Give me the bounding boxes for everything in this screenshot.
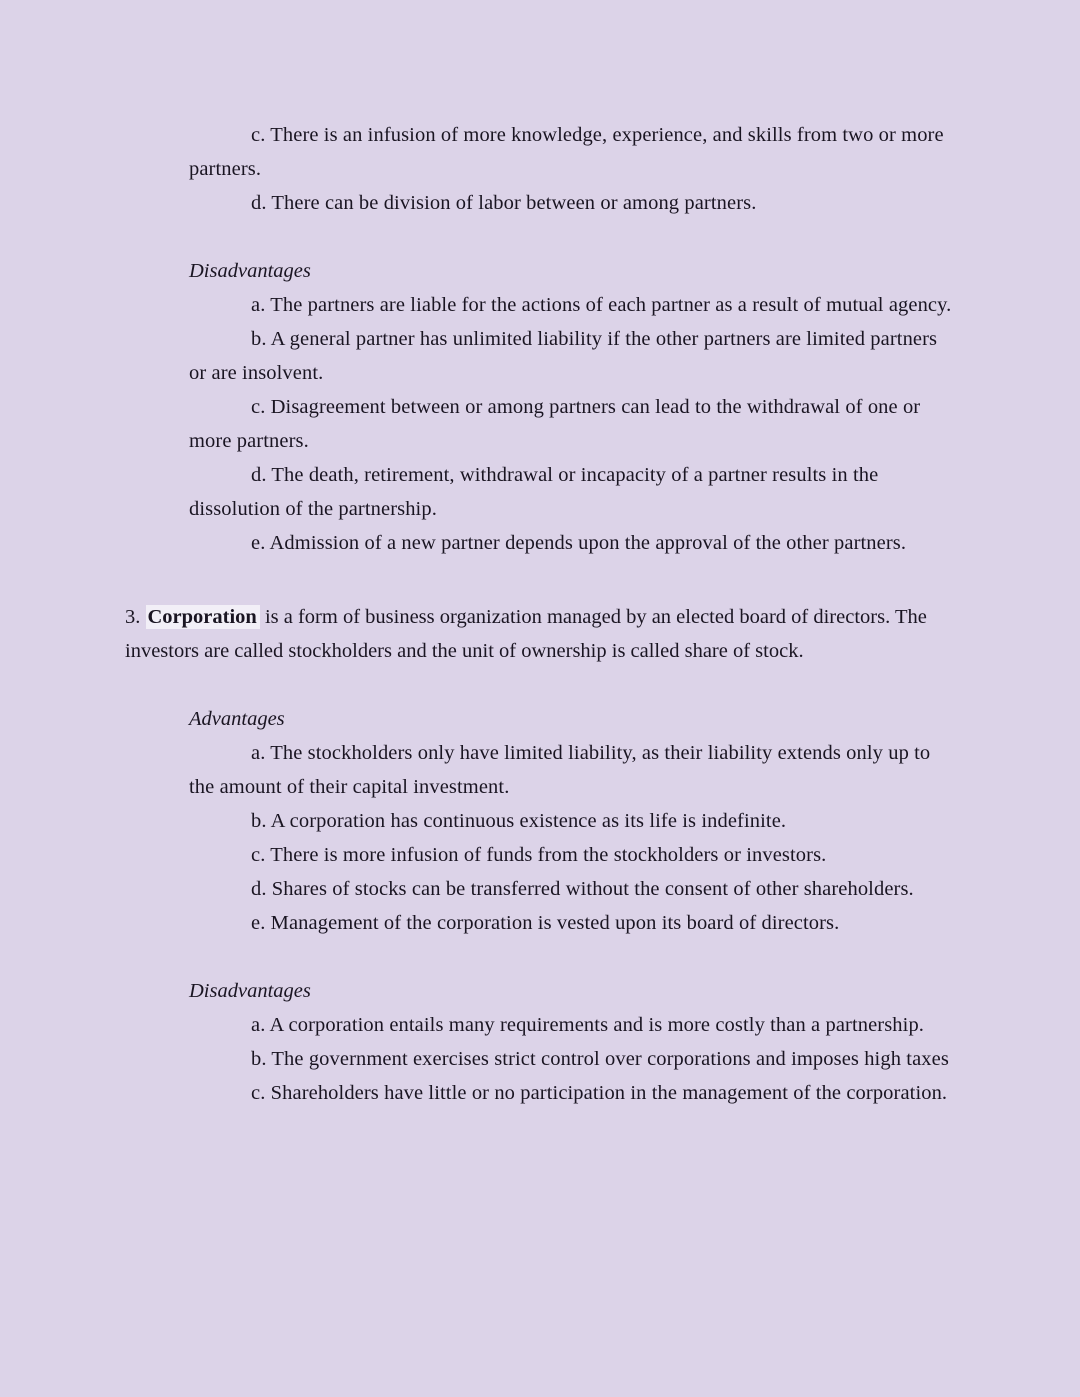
corporation-definition-paragraph bbox=[125, 600, 955, 668]
list-item: c. Disagreement between or among partners can lead to the withdrawal of one or more partners. bbox=[189, 396, 921, 452]
section-spacer bbox=[125, 940, 955, 974]
list-item: b. A general partner has unlimited liability if the other partners are limited partners or are insolvent. bbox=[189, 328, 938, 384]
list-item: d. Shares of stocks can be transferred without the consent of other shareholders. bbox=[251, 878, 914, 900]
list-item: d. There can be division of labor between or among partners. bbox=[251, 192, 757, 214]
list-item: e. Management of the corporation is vested upon its board of directors. bbox=[251, 912, 840, 934]
list-item: a. A corporation entails many requirements and is more costly than a partnership. bbox=[251, 1014, 925, 1036]
section-heading-advantages: Advantages bbox=[189, 708, 285, 730]
section-heading-disadvantages: Disadvantages bbox=[189, 260, 311, 282]
list-item: a. The partners are liable for the actions of each partner as a result of mutual agency. bbox=[251, 294, 952, 316]
document-body bbox=[125, 118, 955, 1110]
partnership-advantages-continued bbox=[125, 118, 955, 220]
list-item: e. Admission of a new partner depends upon the approval of the other partners. bbox=[251, 532, 907, 554]
list-item: b. A corporation has continuous existence as its life is indefinite. bbox=[251, 810, 787, 832]
corporation-disadvantages-section bbox=[125, 974, 955, 1110]
partnership-disadvantages-section bbox=[125, 254, 955, 560]
section-heading-disadvantages: Disadvantages bbox=[189, 980, 311, 1002]
list-item: c. Shareholders have little or no participation in the management of the corporation. bbox=[251, 1082, 948, 1104]
list-number: 3. bbox=[125, 606, 141, 628]
list-item: b. The government exercises strict control over corporations and imposes high taxes bbox=[251, 1048, 949, 1070]
list-item: c. There is more infusion of funds from the stockholders or investors. bbox=[251, 844, 827, 866]
term-corporation: Corporation bbox=[146, 605, 260, 629]
list-item: c. There is an infusion of more knowledge, experience, and skills from two or more partners. bbox=[189, 124, 944, 180]
section-spacer bbox=[125, 560, 955, 600]
corporation-definition-text: is a form of business organization managed by an elected board of directors. The investors are called stockholders and the unit of ownership is called share of stock. bbox=[125, 606, 927, 662]
section-spacer bbox=[125, 668, 955, 702]
list-item: d. The death, retirement, withdrawal or incapacity of a partner results in the dissolution of the partnership. bbox=[189, 464, 879, 520]
list-item: a. The stockholders only have limited liability, as their liability extends only up to the amount of their capital investment. bbox=[189, 742, 931, 798]
corporation-advantages-section bbox=[125, 702, 955, 940]
section-spacer bbox=[125, 220, 955, 254]
